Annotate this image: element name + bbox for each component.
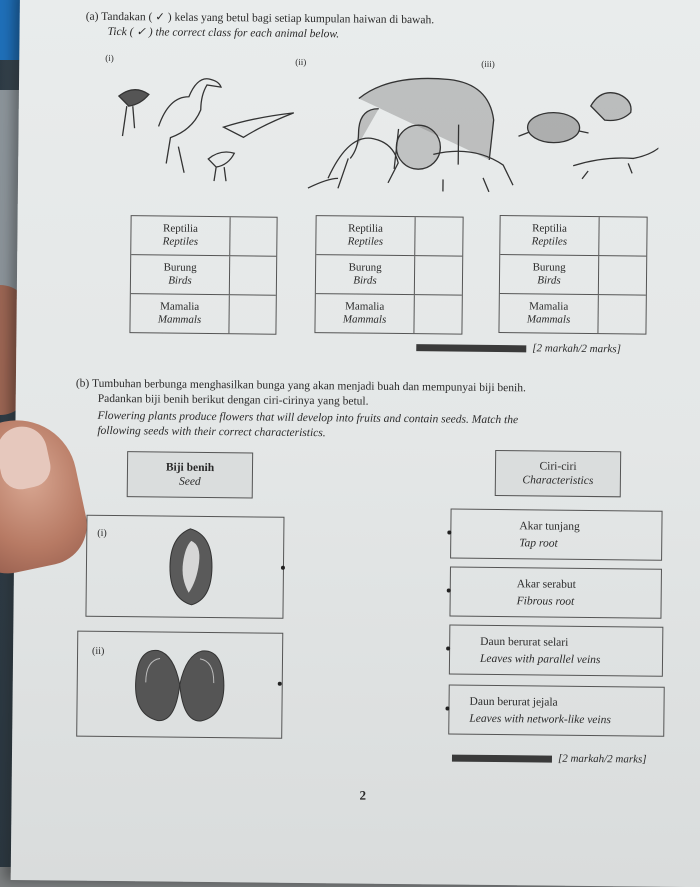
- characteristics-header-box: Ciri-ciri Characteristics: [495, 450, 621, 497]
- match-dot[interactable]: [447, 531, 451, 535]
- group-label-i: (i): [105, 52, 114, 63]
- match-dot[interactable]: [445, 706, 449, 710]
- match-dot[interactable]: [446, 646, 450, 650]
- question-b-text-ms-2: Padankan biji benih berikut dengan ciri-cirinya yang betul.: [97, 392, 369, 408]
- question-a-marks: [2 markah/2 marks]: [532, 342, 621, 356]
- question-b-text-en-1: Flowering plants produce flowers that will develop into fruits and contain seeds. Match the: [97, 409, 519, 427]
- group-label-ii: (ii): [295, 56, 307, 68]
- seed-label-ii: (ii): [92, 645, 105, 657]
- question-b-text-ms-1: (b) Tumbuhan berbunga menghasilkan bunga yang akan menjadi buah dan mempunyai biji benih.: [75, 377, 526, 395]
- class-row-mammals: Mamalia Mammals: [130, 294, 275, 334]
- characteristic-box-fibrous-root[interactable]: Akar serabut Fibrous root: [449, 567, 662, 619]
- tick-box[interactable]: [414, 295, 461, 333]
- match-dot[interactable]: [447, 589, 451, 593]
- class-row-birds: Burung Birds: [316, 255, 462, 296]
- animal-illustrations: [98, 66, 659, 202]
- characteristic-box-tap-root[interactable]: Akar tunjang Tap root: [450, 509, 663, 561]
- question-a-instruction-ms: (a) Tandakan ( ✓ ) kelas yang betul bagi setiap kumpulan haiwan di bawah.: [85, 10, 435, 27]
- tick-box[interactable]: [598, 295, 645, 333]
- class-row-mammals: Mamalia Mammals: [499, 294, 645, 334]
- question-b-marks: [2 markah/2 marks]: [557, 752, 647, 766]
- tick-box[interactable]: [415, 217, 462, 255]
- match-dot[interactable]: [281, 566, 285, 570]
- seed-header-box: Biji benih Seed: [127, 451, 253, 498]
- marks-graphic: [452, 755, 552, 763]
- worksheet-page: [11, 0, 700, 887]
- question-b-label: (b): [75, 377, 90, 390]
- class-row-reptiles: Reptilia Reptiles: [500, 216, 646, 257]
- question-a-instruction-en: Tick ( ✓ ) the correct class for each animal below.: [107, 25, 340, 41]
- tick-box[interactable]: [599, 217, 646, 255]
- birds-illustration: [118, 78, 294, 182]
- page-number: 2: [359, 787, 367, 803]
- question-b-text-en-2: following seeds with their correct characteristics.: [97, 424, 326, 440]
- tick-box[interactable]: [229, 295, 275, 333]
- characteristic-box-parallel-veins[interactable]: Daun berurat selari Leaves with parallel veins: [449, 625, 664, 677]
- thumbnail: [0, 422, 54, 493]
- seed-label-i: (i): [97, 527, 107, 539]
- reptiles-illustration: [518, 92, 659, 180]
- seed-box-i[interactable]: [85, 515, 284, 619]
- class-row-birds: Burung Birds: [131, 255, 276, 296]
- seed-box-ii[interactable]: [76, 631, 283, 739]
- class-row-reptiles: Reptilia Reptiles: [131, 216, 276, 257]
- class-table-iii: [498, 215, 647, 335]
- dicot-seed-drawing: [133, 644, 226, 725]
- mammals-illustration: [308, 77, 514, 192]
- class-row-birds: Burung Birds: [500, 255, 646, 296]
- marks-graphic: [416, 344, 526, 352]
- monocot-seed-drawing: [165, 527, 216, 610]
- class-row-reptiles: Reptilia Reptiles: [316, 216, 462, 257]
- class-table-i: [129, 215, 277, 335]
- tick-box[interactable]: [230, 217, 276, 255]
- class-row-mammals: Mamalia Mammals: [315, 294, 461, 334]
- question-a-label: (a): [85, 10, 99, 23]
- tick-box[interactable]: [599, 256, 646, 294]
- tick-box[interactable]: [415, 256, 462, 294]
- characteristic-box-network-veins[interactable]: Daun berurat jejala Leaves with network-like veins: [448, 685, 665, 737]
- group-label-iii: (iii): [481, 58, 495, 69]
- tick-box[interactable]: [230, 256, 276, 294]
- class-table-ii: [314, 215, 463, 335]
- match-dot[interactable]: [278, 682, 282, 686]
